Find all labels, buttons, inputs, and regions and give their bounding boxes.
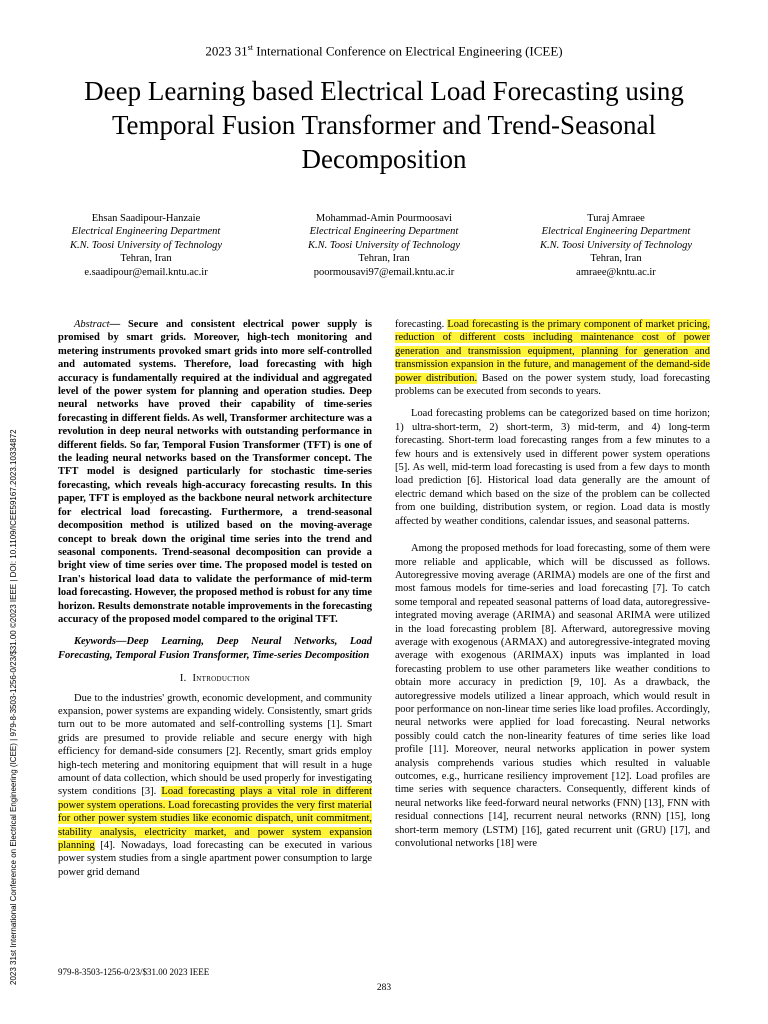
author-city: Tehran, Iran	[120, 253, 172, 265]
right-paragraph-3: Among the proposed methods for load forecasting, some of them were more reliable and applicable, which will be discussed as follows. Autoregressive moving average (ARIMA) models are one of the first and most famous models for time-series and load forecasting [7]. To catch some temporal and repeated seasonal patterns of load data, autoregressive-integrated moving average (ARIMA) and seasonal ARIMA were utilized in the load forecasting problem [8]. Afterward, autoregressive moving average with exogenous (ARMAX) and autoregressive-integrated moving average with exogenous (ARIMAX) inputs was implanted in load forecasting problem to use other parameters like weather conditions to obtain more accuracy in prediction [9, 10]. As a drawback, the autoregressive models utilized a linear approach, which would result in poor performance on non-linear time series like load profiles. Accordingly, neural networks were applied for load forecasting. Neural networks possibly could catch the non-linearity features of time series like load profile [11]. Moreover, neural networks application in power system analysis comprehends various studies which resulted in valuable outcomes, e.g., hurricane resiliency improvement [12]. Load profiles are time series with sequence characters. Consequently, different kinds of neural networks like feed-forward neural networks (FNN) [13], FNN with residual connections [14], recurrent neural networks (RNN) [15], long short-term memory (LSTM) [16], gated recurrent unit (GRU) [17], and convolutional networks [18] were	[395, 543, 710, 850]
keywords-label: Keywords—	[74, 636, 127, 648]
author-department: Electrical Engineering Department	[309, 226, 459, 238]
highlighted-text: Load forecasting plays a vital role in different power system operations. Load forecasting provides the very first material for other power system studies like economic dispatch, unit commitment, stability analysis, electricity market, and power system expansion planning	[58, 786, 372, 852]
author-block-3	[506, 212, 726, 279]
author-email[interactable]: amraee@kntu.ac.ir	[576, 266, 656, 278]
author-department: Electrical Engineering Department	[71, 226, 221, 238]
author-block-2	[274, 212, 494, 279]
author-city: Tehran, Iran	[358, 253, 410, 265]
author-university: K.N. Toosi University of Technology	[539, 239, 693, 251]
author-university: K.N. Toosi University of Technology	[69, 239, 223, 251]
paper-title: Deep Learning based Electrical Load Forecasting using Temporal Fusion Transformer and Trend-Seasonal Decomposition	[84, 76, 684, 174]
author-email[interactable]: e.saadipour@email.kntu.ac.ir	[84, 266, 208, 278]
author-name: Mohammad-Amin Pourmoosavi	[315, 213, 453, 224]
keywords-text: Deep Learning, Deep Neural Networks, Load Forecasting, Temporal Fusion Transformer, Time-series Decomposition	[58, 636, 372, 661]
abstract-label: Abstract	[74, 319, 110, 330]
side-doi-strip: 2023 31st International Conference on Electrical Engineering (ICEE) | 979-8-3503-1256-0/23/$31.00 ©2023 IEEE | DOI: 10.1109/ICEE59167.2023.10334872	[9, 429, 18, 985]
section-heading-introduction: I. Introduction	[179, 673, 251, 685]
author-city: Tehran, Iran	[590, 253, 642, 265]
highlighted-text: Load forecasting is the primary component of market pricing, reduction of different costs including maintenance cost of power generation and transmission equipment, planning for generation and transmission expansion in the future, and management of the demand-side power distribution.	[395, 319, 710, 384]
right-paragraph-2: Load forecasting problems can be categorized based on time horizon; 1) ultra-short-term, 2) short-term, 3) mid-term, and 4) long-term forecasting. Short-term load forecasting ranges from a few minutes to a few hours and is extensively used in different power system operations [5]. As well, mid-term load forecasting is used from a few days to month load prediction [6]. Historical load data generally are the amount of electric demand which based on the size of the problem can be collected from one building, distribution system, or region. Load data is mostly affected by weather conditions, calendar issues, and seasonal patterns.	[395, 408, 710, 527]
abstract-text: Secure and consistent electrical power supply is promised by smart grids. Moreover, high-tech monitoring and metering instruments provoked smart grids into more self-controlled and automated systems. Therefore, load forecasting with high accuracy is fundamentally required at the individual and aggregated level of the power system for planning and operation studies. Deep neural networks have proved their capability of time-series forecasting in different fields. As well, Transformer architecture was a revolution in deep neural networks with outstanding performance in different fields. So far, Temporal Fusion Transformer (TFT) is one of the leading neural networks based on the Transformer concept. The TFT model is designed particularly for stochastic time-series forecasting, which reveals high-accuracy forecasting results. In this paper, TFT is employed as the backbone neural network architecture for electrical load forecasting. Furthermore, a trend-seasonal decomposition method is utilized based on the moving-average concept to break down the original time series into the trend and seasonal components. Trend-seasonal decomposition can provide a bright view of time series over time. The proposed model is tested on Iran's historical load data to validate the performance of mid-term load forecasting. However, the proposed method is robust for any time horizon. Results demonstrate notable improvements in the forecasting accuracy of the proposed model compared to the original TFT.	[58, 319, 372, 625]
conference-header: 2023 31st International Conference on Electrical Engineering (ICEE)	[205, 43, 563, 59]
author-email[interactable]: poormousavi97@email.kntu.ac.ir	[313, 266, 455, 278]
page-number: 283	[376, 983, 392, 993]
author-name: Ehsan Saadipour-Hanzaie	[91, 213, 201, 224]
keywords	[58, 635, 372, 662]
author-university: K.N. Toosi University of Technology	[307, 239, 461, 251]
right-paragraph-1: forecasting. Load forecasting is the primary component of market pricing, reduction of different costs including maintenance cost of power generation and transmission equipment, planning for generation and transmission expansion in the future, and management of the demand-side power distribution. Based on the power system study, load forecasting problems can be executed from seconds to years.	[395, 319, 710, 398]
footer-isbn: 979-8-3503-1256-0/23/$31.00 2023 IEEE	[58, 967, 210, 977]
intro-paragraph: Due to the industries' growth, economic development, and community expansion, power systems are expanding widely. Consistently, smart grids turn out to be more automated and self-controlling systems [1]. Smart grids are presumed to provide reliable and secure energy with high efficiency for demand-side consumers [2]. Recently, smart grids employ high-tech metering and monitoring equipment that will result in a huge amount of data collection, which should be used properly for investigating system conditions [3]. Load forecasting plays a vital role in different power system operations. Load forecasting provides the very first material for other power system studies like economic dispatch, unit commitment, stability analysis, electricity market, and power system expansion planning [4]. Nowadays, load forecasting can be executed in various power system studies from a single apartment power consumption to large power grid demand	[58, 692, 372, 878]
author-name: Turaj Amraee	[587, 213, 645, 224]
author-block-1	[36, 212, 256, 279]
abstract: Abstract— Secure and consistent electrical power supply is promised by smart grids. Moreover, high-tech monitoring and metering instruments provoked smart grids into more self-controlled and automated systems. Therefore, load forecasting with high accuracy is fundamentally required at the individual and aggregated level of the power system for planning and operation studies. Deep neural networks have proved their capability of time-series forecasting in different fields. As well, Transformer architecture was a revolution in deep neural networks with outstanding performance in different fields. So far, Temporal Fusion Transformer (TFT) is one of the leading neural networks based on the Transformer concept. The TFT model is designed particularly for stochastic time-series forecasting, which reveals high-accuracy forecasting results. In this paper, TFT is employed as the backbone neural network architecture for electrical load forecasting. Furthermore, a trend-seasonal decomposition method is utilized based on the moving-average concept to break down the original time series into the trend and seasonal components. Trend-seasonal decomposition can provide a bright view of time series over time. The proposed model is tested on Iran's historical load data to validate the performance of mid-term load forecasting. However, the proposed method is robust for any time horizon. Results demonstrate notable improvements in the forecasting accuracy of the proposed model compared to the original TFT.	[58, 319, 372, 625]
right-column	[395, 318, 710, 850]
author-department: Electrical Engineering Department	[541, 226, 691, 238]
left-column	[58, 318, 372, 879]
